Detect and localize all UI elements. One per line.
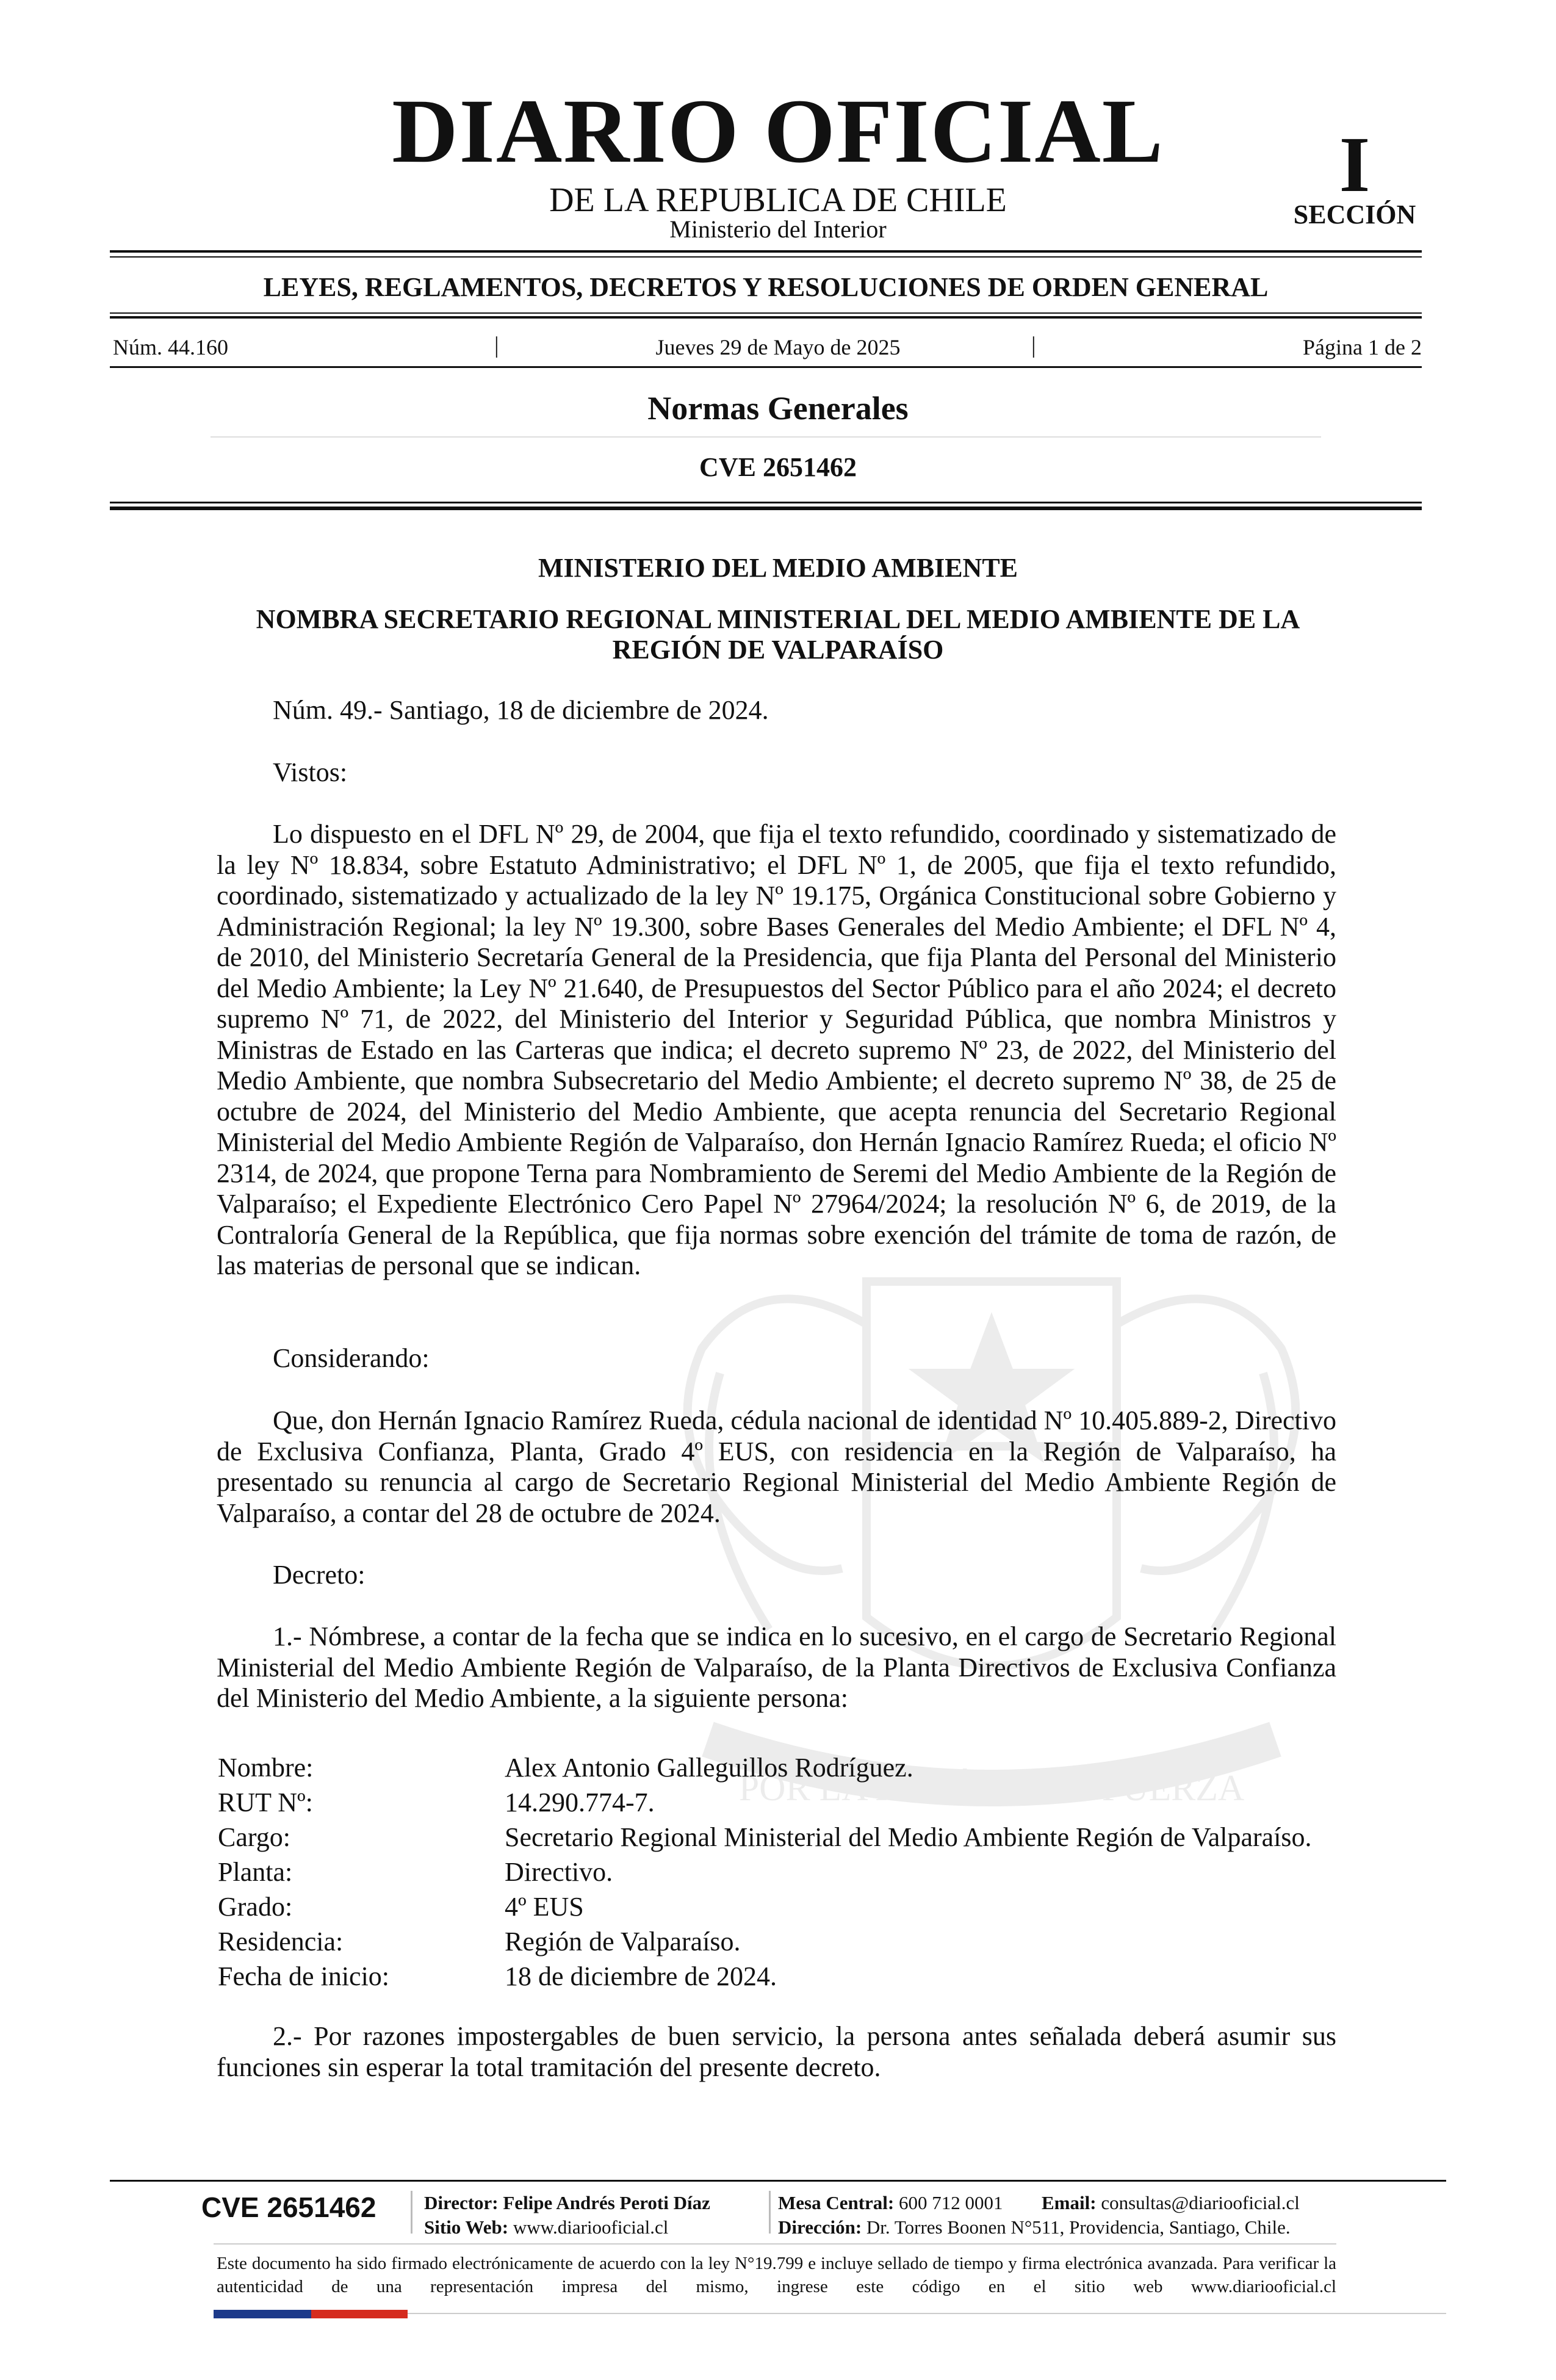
website-label: Sitio Web:: [424, 2216, 509, 2238]
issue-date: Jueves 29 de Mayo de 2025: [655, 335, 901, 359]
address-label: Dirección:: [778, 2216, 862, 2238]
flag-stripe-blue: [214, 2310, 311, 2318]
banner-rule-thick: [110, 316, 1422, 319]
email-label: Email:: [1042, 2192, 1097, 2213]
masthead-rule-top: [110, 250, 1422, 253]
field-row: [218, 1750, 1312, 1785]
decree-title: NOMBRA SECRETARIO REGIONAL MINISTERIAL DEL MEDIO AMBIENTE DE LA REGIÓN DE VALPARAÍSO: [256, 604, 1300, 665]
field-row: [218, 1889, 1312, 1924]
footer-cve-code: CVE 2651462: [201, 2191, 376, 2223]
appointee-fields: [218, 1750, 1312, 1994]
field-label: RUT Nº:: [218, 1787, 313, 1817]
footer-rule-thin: [214, 2243, 1336, 2245]
field-value: Región de Valparaíso.: [505, 1927, 741, 1956]
cve-code: CVE 2651462: [699, 452, 857, 482]
issue-number: Núm. 44.160: [113, 335, 228, 359]
masthead-rule-thin: [110, 256, 1422, 258]
masthead-ministry: Ministerio del Interior: [669, 215, 887, 243]
page-number: Página 1 de 2: [1303, 335, 1422, 359]
decreto-label: Decreto:: [273, 1560, 366, 1590]
section-number: I: [1339, 121, 1371, 209]
article-2: 2.- Por razones impostergables de buen servicio, la persona antes señalada deberá asumir sus funciones sin esperar la total tramitación del presente decreto.: [217, 2021, 1336, 2082]
field-label: Planta:: [218, 1857, 293, 1887]
watermark-motto: POR LA RAZÓN O LA FUERZA: [738, 1768, 1245, 1808]
banner-rule: [110, 312, 1422, 314]
flag-stripe-red: [311, 2310, 408, 2318]
field-label: Nombre:: [218, 1753, 314, 1783]
mesa-label: Mesa Central:: [778, 2192, 895, 2213]
footer-rule-bottom: [408, 2313, 1446, 2314]
field-value: Directivo.: [505, 1857, 613, 1887]
field-value: 18 de diciembre de 2024.: [505, 1961, 777, 1991]
section-label: SECCIÓN: [1293, 200, 1416, 229]
category-rule: [211, 436, 1321, 438]
footer-legal-notice: Este documento ha sido firmado electrónicamente de acuerdo con la ley N°19.799 e incluye sellado de tiempo y firma electrónica avanzada. Para verificar la autenticidad de una representación impresa del mismo, ingrese este código en el sitio web www.diariooficial.cl: [217, 2254, 1336, 2296]
section-banner: LEYES, REGLAMENTOS, DECRETOS Y RESOLUCIONES DE ORDEN GENERAL: [263, 272, 1269, 302]
footer-divider: [769, 2191, 771, 2234]
considerando-label: Considerando:: [273, 1343, 430, 1373]
address-value: Dr. Torres Boonen N°511, Providencia, Santiago, Chile.: [866, 2216, 1291, 2238]
footer-divider: [411, 2191, 412, 2234]
footer-director-block: [424, 2191, 710, 2240]
considerando-paragraph: Que, don Hernán Ignacio Ramírez Rueda, cédula nacional de identidad Nº 10.405.889-2, Directivo de Exclusiva Confianza, Planta, Grado 4º EUS, con residencia en la Región de Valparaíso, ha presentado su renuncia al cargo de Secretario Regional Ministerial del Medio Ambiente Región de Valparaíso, a contar del 28 de octubre de 2024.: [217, 1405, 1336, 1528]
masthead-title: DIARIO OFICIAL: [392, 81, 1164, 182]
email-link[interactable]: consultas@diariooficial.cl: [1101, 2192, 1300, 2213]
field-value: 14.290.774-7.: [505, 1787, 655, 1817]
field-value: Secretario Regional Ministerial del Medio Ambiente Región de Valparaíso.: [505, 1822, 1312, 1852]
director-name: Felipe Andrés Peroti Díaz: [503, 2192, 710, 2213]
decree-ministry: MINISTERIO DEL MEDIO AMBIENTE: [538, 553, 1018, 583]
field-row: [218, 1924, 1312, 1959]
field-label: Grado:: [218, 1892, 293, 1922]
article-1: 1.- Nómbrese, a contar de la fecha que se indica en lo sucesivo, en el cargo de Secretario Regional Ministerial del Medio Ambiente Región de Valparaíso, de la Planta Directivos de Exclusiva Confianza del Ministerio del Medio Ambiente, a la siguiente persona:: [217, 1621, 1336, 1713]
field-label: Residencia:: [218, 1927, 344, 1956]
field-value: Alex Antonio Galleguillos Rodríguez.: [505, 1753, 913, 1783]
field-label: Cargo:: [218, 1822, 290, 1852]
cve-rule: [110, 502, 1422, 503]
footer-rule: [110, 2180, 1446, 2182]
field-row: [218, 1785, 1312, 1820]
mesa-phone: 600 712 0001: [899, 2192, 1003, 2213]
info-rule: [110, 366, 1422, 368]
vistos-paragraph: Lo dispuesto en el DFL Nº 29, de 2004, que fija el texto refundido, coordinado y sistematizado de la ley Nº 18.834, sobre Estatuto Administrativo; el DFL Nº 1, de 2005, que fija el texto refundido, coordinado, sistematizado y actualizado de la ley Nº 19.175, Orgánica Constitucional sobre Gobierno y Administración Regional; la ley Nº 19.300, sobre Bases Generales del Medio Ambiente; el DFL Nº 4, de 2010, del Ministerio Secretaría General de la Presidencia, que fija Planta del Personal del Ministerio del Medio Ambiente; la Ley Nº 21.640, de Presupuestos del Sector Público para el año 2024; el decreto supremo Nº 71, de 2022, del Ministerio del Interior y Seguridad Pública, que nombra Ministros y Ministras de Estado en las Carteras que indica; el decreto supremo Nº 23, de 2022, del Ministerio del Medio Ambiente, que nombra Subsecretario del Medio Ambiente; el decreto supremo Nº 38, de 25 de octubre de 2024, del Ministerio del Medio Ambiente, que acepta renuncia del Secretario Regional Ministerial del Medio Ambiente Región de Valparaíso, don Hernán Ignacio Ramírez Rueda; el oficio Nº 2314, de 2024, que propone Terna para Nombramiento de Seremi del Medio Ambiente de la Región de Valparaíso; el Expediente Electrónico Cero Papel Nº 27964/2024; la resolución Nº 6, de 2019, de la Contraloría General de la República, que fija normas sobre exención del trámite de toma de razón, de las materias de personal que se indican.: [217, 819, 1336, 1280]
field-label: Fecha de inicio:: [218, 1961, 390, 1991]
director-label: Director:: [424, 2192, 499, 2213]
info-separator: |: [494, 333, 499, 358]
masthead-subtitle: DE LA REPUBLICA DE CHILE: [549, 181, 1007, 219]
decree-dateline: Núm. 49.- Santiago, 18 de diciembre de 2024.: [273, 695, 769, 725]
website-link[interactable]: www.diariooficial.cl: [513, 2216, 669, 2238]
field-row: [218, 1820, 1312, 1855]
field-value: 4º EUS: [505, 1892, 584, 1922]
field-row: [218, 1959, 1312, 1994]
cve-rule-thick: [110, 507, 1422, 510]
footer-email-block: [1042, 2191, 1300, 2215]
category-heading: Normas Generales: [647, 390, 909, 427]
field-row: [218, 1855, 1312, 1889]
info-separator: |: [1031, 333, 1036, 358]
vistos-label: Vistos:: [273, 757, 348, 787]
